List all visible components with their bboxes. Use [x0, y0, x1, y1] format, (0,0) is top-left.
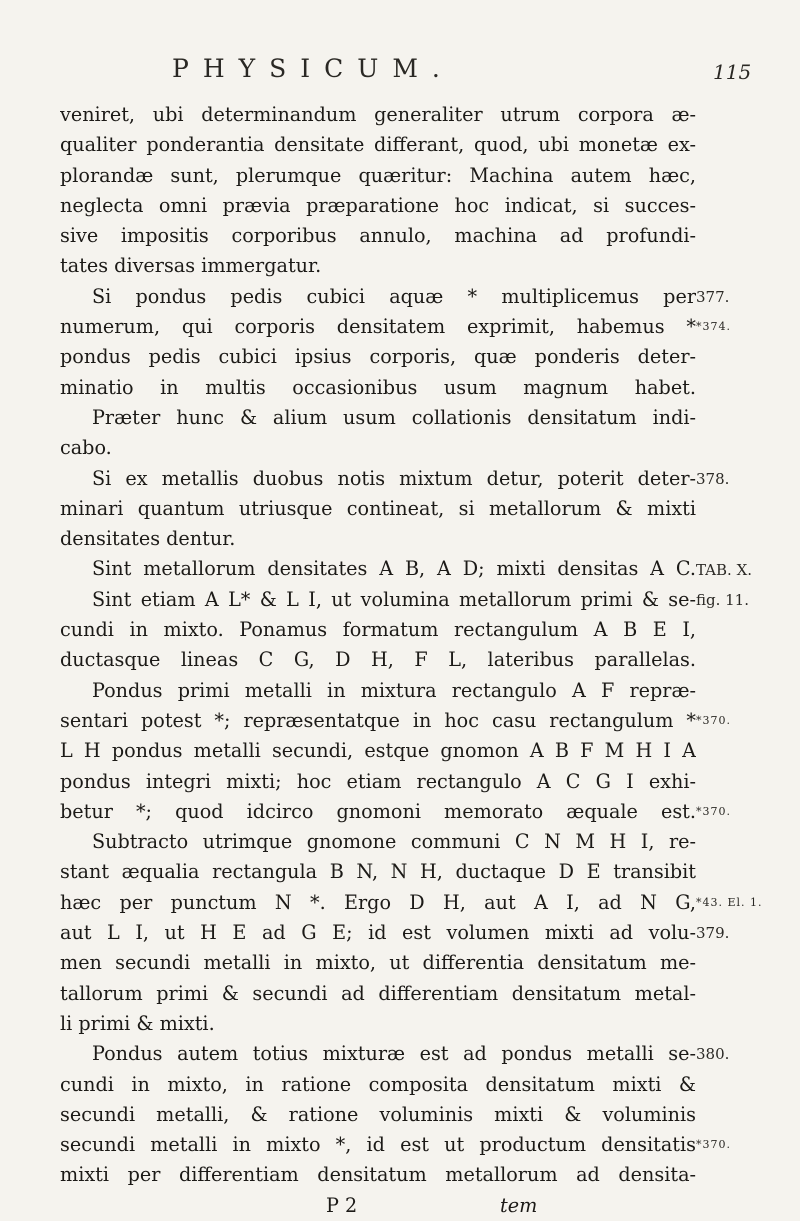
signature-line: [60, 1191, 696, 1221]
margin-note: *43. El. 1.: [696, 895, 763, 909]
margin-note: TAB. X.: [696, 560, 753, 579]
text-line: plorandæ sunt, plerumque quæritur: Machina autem hæc,: [60, 163, 696, 187]
margin-note: *374.: [696, 320, 731, 334]
margin-note: fig. 11.: [696, 590, 749, 609]
margin-note: 380.: [696, 1045, 730, 1064]
text-line: aut L I, ut H E ad G E; id est volumen mixti ad volu-: [60, 921, 696, 945]
text-line: Pondus primi metalli in mixtura rectangulo A F repræ-: [92, 678, 696, 702]
text-line: secundi metalli in mixto *, id est ut productum densitatis: [60, 1133, 696, 1157]
catchword: tem: [500, 1193, 538, 1217]
margin-note: 378.: [696, 469, 730, 488]
text-line: qualiter ponderantia densitate differant, quod, ubi monetæ ex-: [60, 133, 696, 157]
text-line: Præter hunc & alium usum collationis densitatum indi-: [92, 405, 696, 429]
page-number: 115: [713, 60, 752, 84]
margin-note: *370.: [696, 1138, 731, 1152]
text-line: stant æqualia rectangula B N, N H, ductaque D E transibit: [60, 860, 696, 884]
text-line: pondus integri mixti; hoc etiam rectangulo A C G I exhi-: [60, 769, 696, 793]
text-line: Pondus autem totius mixturæ est ad pondus metalli se-: [92, 1042, 696, 1066]
text-line: minari quantum utriusque contineat, si metallorum & mixti: [60, 496, 696, 520]
text-line: ductasque lineas C G, D H, F L, lateribus parallelas.: [60, 648, 696, 672]
text-line: veniret, ubi determinandum generaliter utrum corpora æ-: [60, 103, 696, 126]
text-line: Si ex metallis duobus notis mixtum detur, poterit deter-: [92, 466, 696, 490]
text-line: densitates dentur.: [60, 527, 236, 551]
text-line: tallorum primi & secundi ad differentiam densitatum metal-: [60, 981, 696, 1005]
margin-note: *370.: [696, 714, 731, 727]
text-line: sentari potest *; repræsentatque in hoc casu rectangulum *: [60, 708, 696, 732]
text-line: betur *; quod idcirco gnomoni memorato æquale est.: [60, 799, 696, 823]
text-line: cundi in mixto, in ratione composita densitatum mixti &: [60, 1072, 696, 1096]
text-line: Sint metallorum densitates A B, A D; mixti densitas A C.: [92, 557, 696, 581]
text-line: mixti per differentiam densitatum metallorum ad densita-: [60, 1163, 696, 1187]
margin-note: 377.: [696, 287, 730, 306]
text-line: sive impositis corporibus annulo, machina ad profundi-: [60, 224, 696, 248]
text-line: minatio in multis occasionibus usum magnum habet.: [60, 375, 696, 399]
signature-mark: P 2: [326, 1193, 358, 1217]
text-line: neglecta omni prævia præparatione hoc indicat, si succes-: [60, 193, 696, 217]
text-line: cundi in mixto. Ponamus formatum rectangulum A B E I,: [60, 618, 696, 642]
margin-note: 379.: [696, 924, 730, 943]
text-line: numerum, qui corporis densitatem exprimit, habemus *: [60, 315, 696, 339]
text-line: Subtracto utrimque gnomone communi C N M H I, re-: [92, 830, 696, 854]
text-line: Sint etiam A L* & L I, ut volumina metallorum primi & se-: [92, 587, 696, 611]
running-head: PHYSICUM.: [172, 54, 454, 83]
text-line: tates diversas immergatur.: [60, 254, 322, 278]
text-line: men secundi metalli in mixto, ut differentia densitatum me-: [60, 951, 696, 975]
text-line: cabo.: [60, 436, 112, 460]
text-line: L H pondus metalli secundi, estque gnomon A B F M H I A: [60, 739, 696, 763]
text-line: Si pondus pedis cubici aquæ * multiplicemus per: [92, 284, 696, 308]
text-line: pondus pedis cubici ipsius corporis, quæ ponderis deter-: [60, 345, 696, 369]
text-line: secundi metalli, & ratione voluminis mixti & voluminis: [60, 1102, 696, 1126]
page-header: [0, 54, 800, 94]
body-text: [60, 100, 696, 1221]
text-line: li primi & mixti.: [60, 1011, 215, 1035]
margin-note: *370.: [696, 804, 731, 818]
text-line: hæc per punctum N *. Ergo D H, aut A I, ad N G,: [60, 890, 696, 914]
